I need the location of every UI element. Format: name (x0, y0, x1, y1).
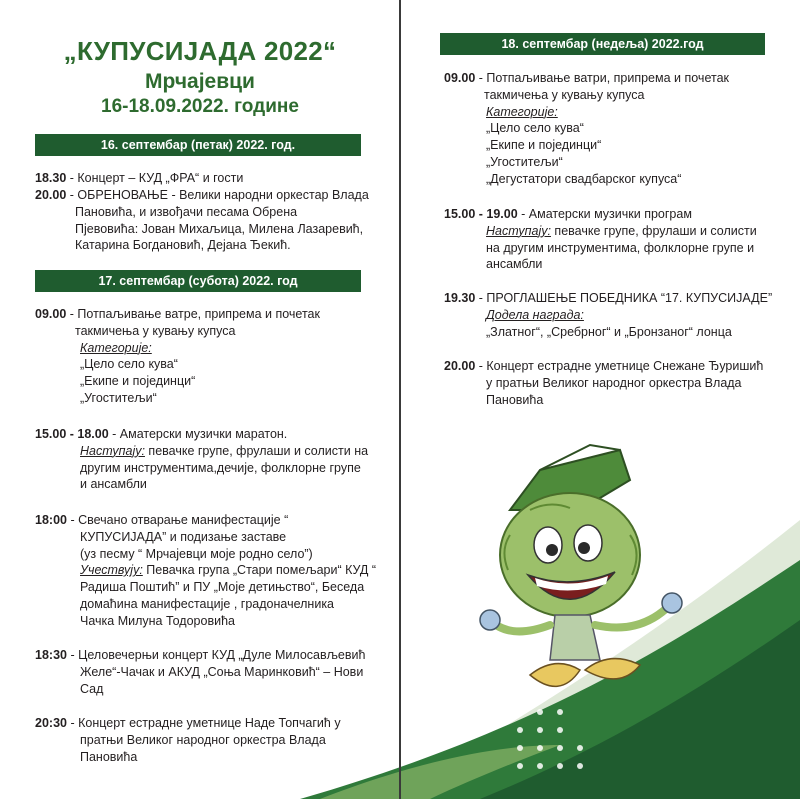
day1-event-1: 18.30 - Концерт – КУД „ФРА“ и гости (35, 171, 244, 185)
day3-event-3: 19.30 - ПРОГЛАШЕЊЕ ПОБЕДНИКА “17. КУПУСИЈАДЕ” Додела награда: „Златног“, „Сребрног“ и „Бронзаног“ лонца (444, 291, 773, 339)
event-dates: 16-18.09.2022. године (101, 96, 299, 117)
cabbage-mascot-icon (470, 440, 700, 720)
day2-event-2: 15.00 - 18.00 - Аматерски музички маратон. Наступају: певачке групе, фрулаши и солисти на другим инструментима,дечије, фолклорне групе и ансамбли (35, 427, 369, 492)
day2-event-1: 09.00 - Потпаљивање ватре, припрема и почетак такмичења у кувању купуса Категорије: „Цело село кува“ „Екипе и појединци“ „Угоститељи“ (35, 307, 320, 405)
day2-event-4: 18:30 - Целовечерњи концерт КУД „Дуле Милосављевић Желе“-Чачак и АКУД „Соња Маринковић“ – Нови Сад (35, 648, 366, 696)
event-title: „КУПУСИЈАДА 2022“ (63, 36, 337, 66)
day2-band: 17. септембар (субота) 2022. год (35, 270, 361, 292)
column-divider (399, 0, 401, 799)
day3-event-2: 15.00 - 19.00 - Аматерски музички програм Наступају: певачке групе, фрулаши и солисти на другим инструментима, фолклорне групе и ансамбли (444, 207, 757, 272)
day3-band: 18. септембар (недеља) 2022.год (440, 33, 765, 55)
day1-band: 16. септембар (петак) 2022. год. (35, 134, 361, 156)
event-place: Мрчајевци (145, 70, 255, 93)
day2-event-5: 20:30 - Концерт естрадне уметнице Наде Топчагић у пратњи Великог народног оркестра Влада Пановића (35, 716, 341, 764)
day2-event-3: 18:00 - Свечано отварање манифестације “ КУПУСИЈАДА” и подизање заставе (уз песму “ Мрчајевци моје родно село”) Учествују: Певачка група „Стари помељари“ КУД “ Радиша Поштић” и ПУ „Моје детињство“, Беседа домаћина манифестације , градоначелника Чачка Милуна Тодоровића (35, 513, 377, 628)
day1-event-2: 20.00 - ОБРЕНОВАЊЕ - Велики народни оркестар Влада Пановића, и извођачи песама Обрена Пјевовића: Јован Михаљица, Милена Лазаревић, Катарина Богдановић, Дејана Ђекић. (35, 188, 369, 253)
day3-event-4: 20.00 - Концерт естрадне уметнице Снежане Ђуришић у пратњи Великог народног оркестра Влада Пановића (444, 359, 764, 407)
day3-event-1: 09.00 - Потпаљивање ватри, припрема и почетак такмичења у кувању купуса Категорије: „Цело село кува“ „Екипе и појединци“ „Угоститељи“ „Дегустатори свадбарског купуса“ (444, 71, 729, 186)
